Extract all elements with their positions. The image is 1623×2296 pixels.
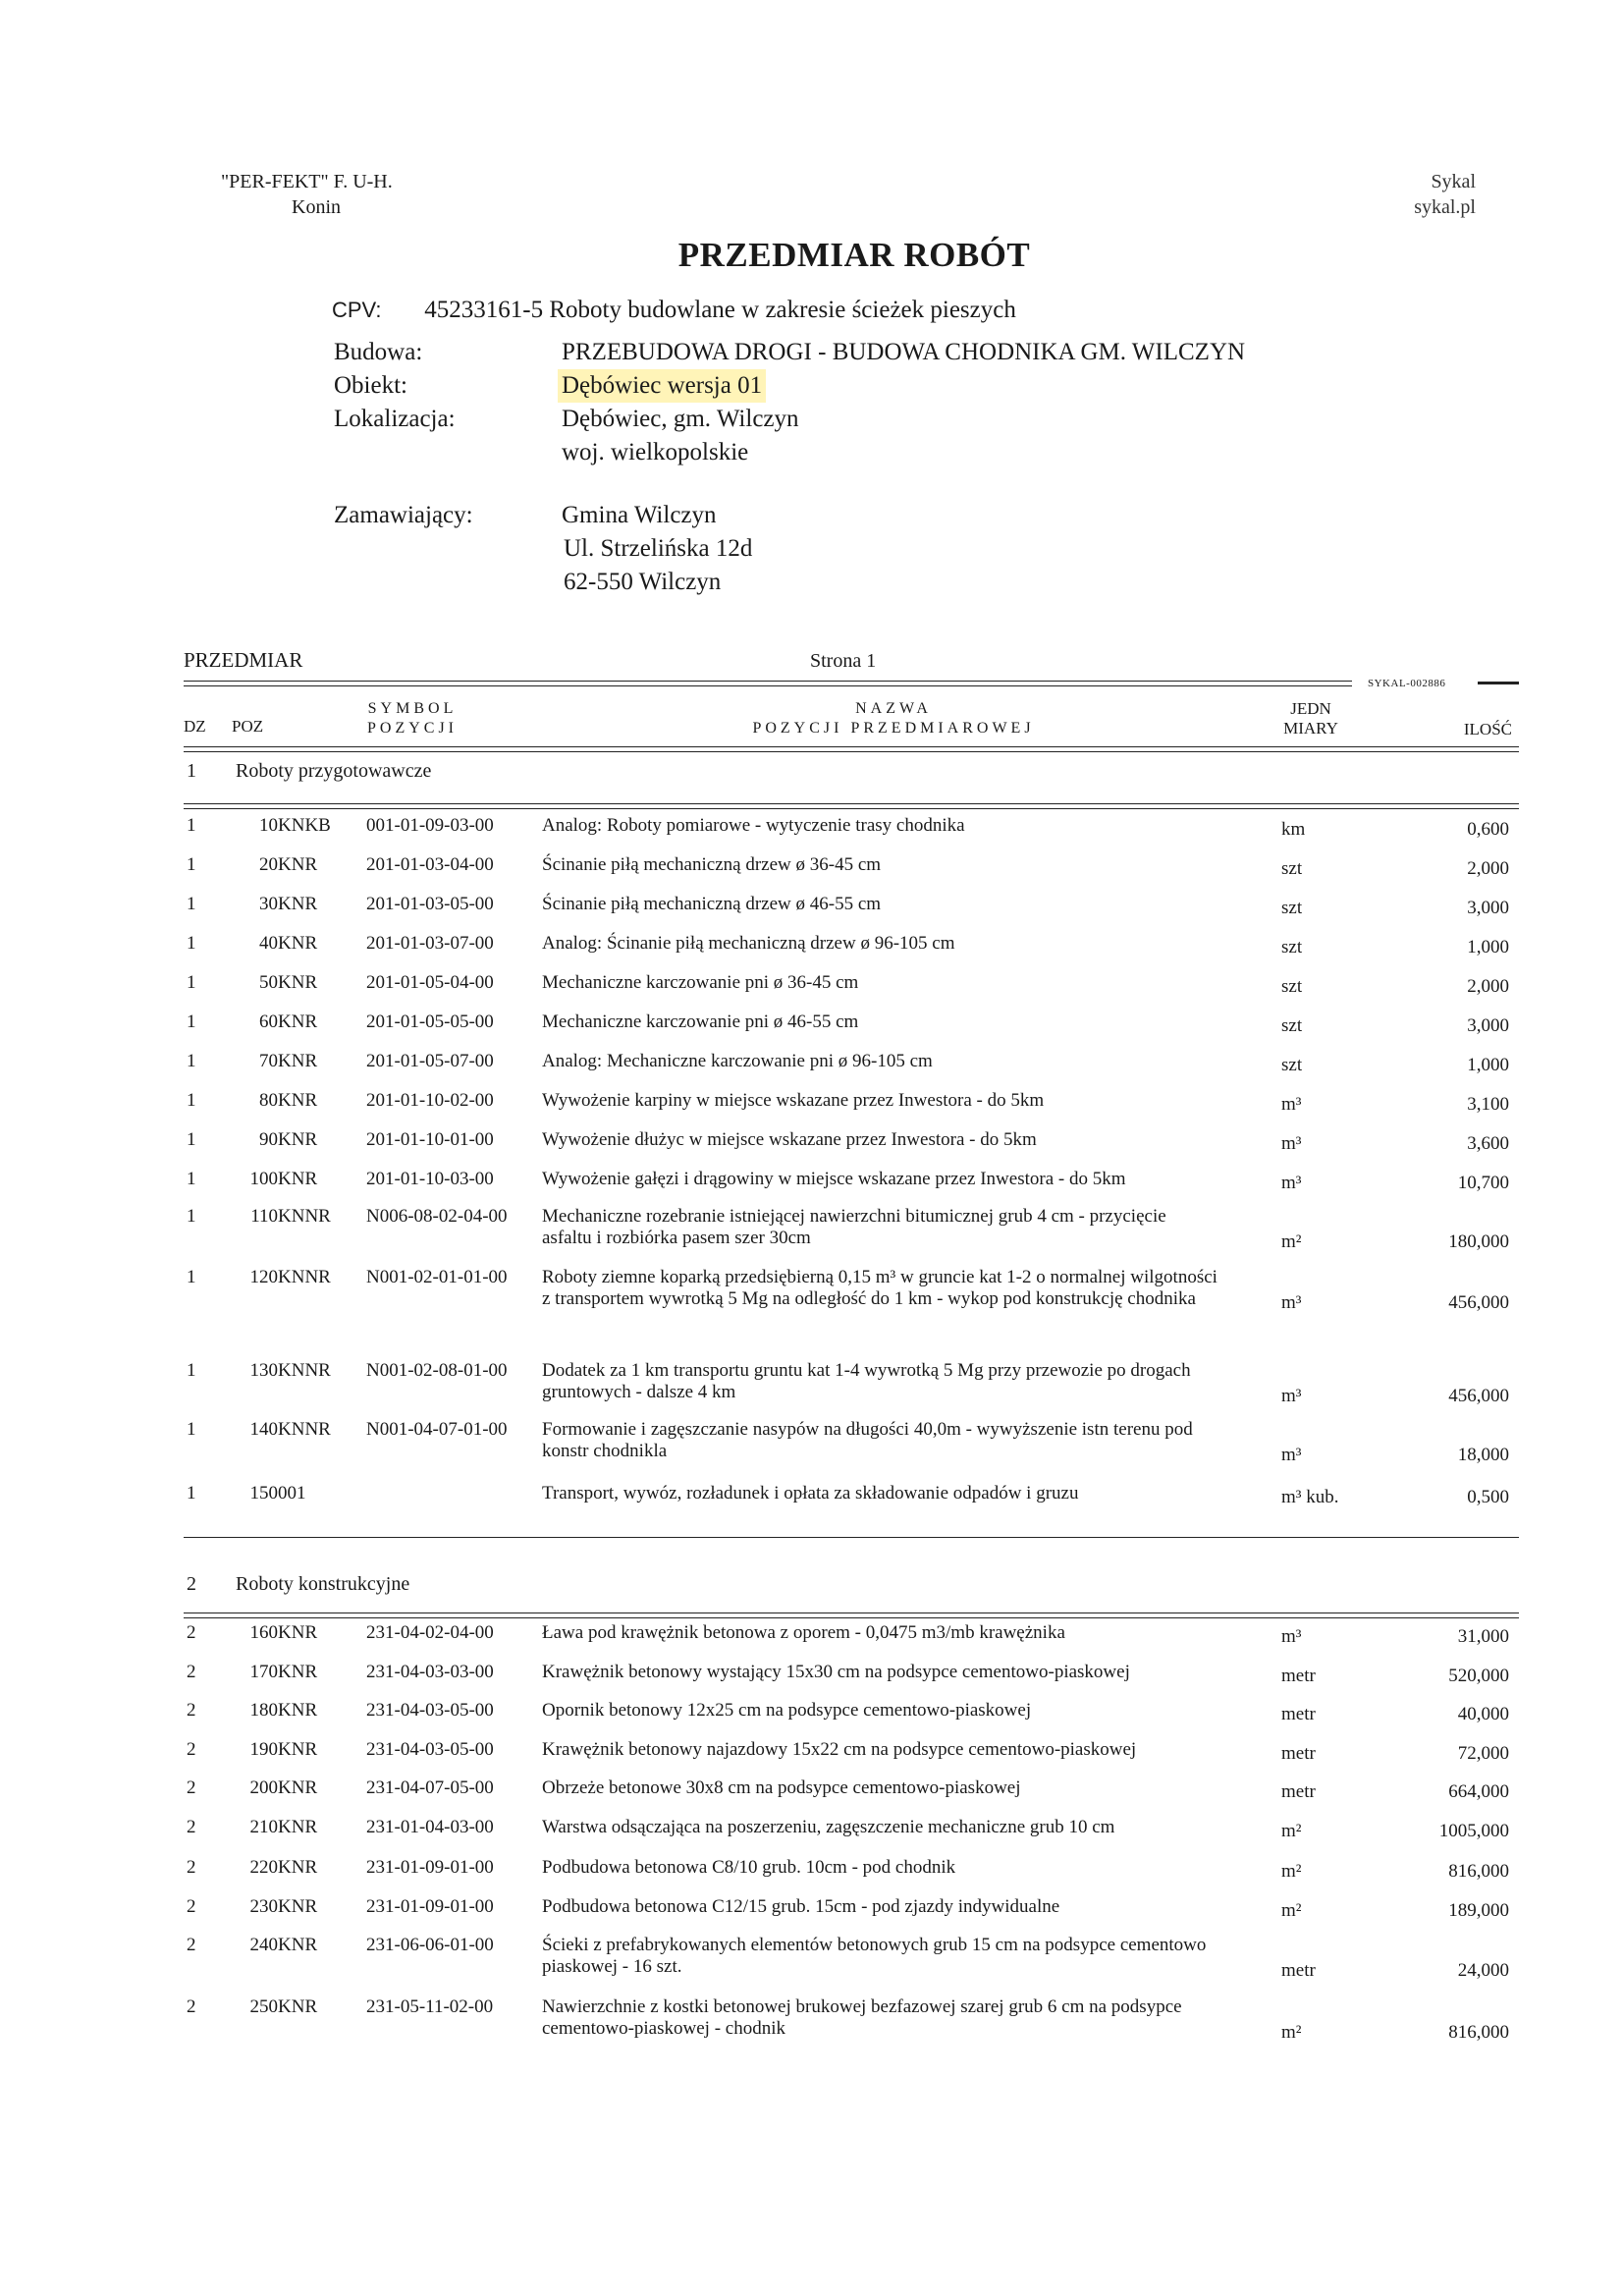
row-name: Dodatek za 1 km transportu gruntu kat 1-4 wywrotką 5 Mg przy przewozie po drogach gruntowych - dalsze 4 km — [542, 1360, 1191, 1402]
row-unit: szt — [1281, 898, 1303, 918]
brand-url: sykal.pl — [1414, 196, 1476, 218]
row-poz: 120 — [249, 1267, 278, 1287]
zamawiajacy-value-1: Gmina Wilczyn — [562, 502, 717, 528]
row-katalog: KNR — [278, 1662, 318, 1682]
row-qty: 3,100 — [1467, 1094, 1509, 1115]
row-symbol: 231-05-11-02-00 — [366, 1996, 494, 2017]
header-rule-bottom-2 — [184, 751, 1519, 752]
row-poz: 20 — [259, 854, 278, 875]
row-qty: 816,000 — [1448, 2022, 1509, 2043]
row-qty: 180,000 — [1448, 1231, 1509, 1252]
col-poz: POZ — [232, 717, 264, 736]
row-poz: 220 — [249, 1857, 278, 1878]
row-katalog: KNR — [278, 1051, 318, 1071]
row-katalog: KNR — [278, 1739, 318, 1760]
row-dz: 1 — [187, 1011, 196, 1032]
row-symbol: 201-01-05-05-00 — [366, 1011, 494, 1032]
row-dz: 2 — [187, 1935, 196, 1955]
row-qty: 31,000 — [1457, 1626, 1509, 1647]
row-name: Obrzeże betonowe 30x8 cm na podsypce cementowo-piaskowej — [542, 1777, 1021, 1798]
col-nazwa-2: POZYCJI PRZEDMIAROWEJ — [752, 720, 1035, 737]
section-number: 2 — [187, 1573, 196, 1595]
row-dz: 1 — [187, 1129, 196, 1150]
row-poz: 230 — [249, 1896, 278, 1917]
row-unit: km — [1281, 819, 1306, 840]
row-qty: 3,000 — [1467, 1015, 1509, 1036]
budowa-label: Budowa: — [334, 339, 423, 365]
document-code: SYKAL-002886 — [1368, 678, 1446, 689]
row-poz: 90 — [259, 1129, 278, 1150]
row-dz: 1 — [187, 815, 196, 836]
row-unit: m² — [1281, 2022, 1302, 2043]
row-poz: 170 — [249, 1662, 278, 1682]
row-unit: metr — [1281, 1704, 1316, 1724]
row-symbol: 001-01-09-03-00 — [366, 815, 494, 836]
zamawiajacy-value-2: Ul. Strzelińska 12d — [564, 535, 753, 562]
row-unit: m³ kub. — [1281, 1487, 1339, 1507]
row-symbol: 201-01-10-03-00 — [366, 1169, 494, 1189]
col-nazwa-1: NAZWA — [855, 700, 932, 717]
row-name: Roboty ziemne koparką przedsiębierną 0,15 m³ w gruncie kat 1-2 o normalnej wilgotności z transportem wywrotką 5 Mg na odległość do 1 km - wykop pod konstrukcję chodnika — [542, 1267, 1217, 1309]
row-unit: m² — [1281, 1861, 1302, 1882]
row-poz: 180 — [249, 1700, 278, 1721]
col-symbol-1: SYMBOL — [367, 700, 458, 717]
section-rule-2 — [184, 1617, 1519, 1618]
row-name: Krawężnik betonowy wystający 15x30 cm na podsypce cementowo-piaskowej — [542, 1662, 1130, 1682]
zamawiajacy-value-3: 62-550 Wilczyn — [564, 569, 722, 595]
row-katalog: KNR — [278, 1090, 318, 1111]
row-poz: 150 — [249, 1483, 278, 1503]
row-symbol: 201-01-10-01-00 — [366, 1129, 494, 1150]
row-unit: m³ — [1281, 1386, 1302, 1406]
row-qty: 72,000 — [1457, 1743, 1509, 1764]
row-name: Ścieki z prefabrykowanych elementów betonowych grub 15 cm na podsypce cementowo piaskowej - 16 szt. — [542, 1935, 1207, 1977]
row-symbol: 231-04-03-05-00 — [366, 1700, 494, 1721]
section-rule-2 — [184, 808, 1519, 809]
section-label: PRZEDMIAR — [184, 648, 303, 672]
row-name: Analog: Roboty pomiarowe - wytyczenie trasy chodnika — [542, 815, 965, 836]
row-symbol: 201-01-05-04-00 — [366, 972, 494, 993]
row-name: Mechaniczne rozebranie istniejącej nawierzchni bitumicznej grub 4 cm - przycięcie asfaltu i rozbiórka pasem szer 30cm — [542, 1206, 1166, 1248]
row-name: Ścinanie piłą mechaniczną drzew ø 36-45 cm — [542, 854, 882, 875]
row-katalog: KNR — [278, 1011, 318, 1032]
row-unit: szt — [1281, 1055, 1303, 1075]
section-rule — [184, 803, 1519, 804]
row-qty: 2,000 — [1467, 976, 1509, 997]
row-qty: 189,000 — [1448, 1900, 1509, 1921]
row-name: Ścinanie piłą mechaniczną drzew ø 46-55 cm — [542, 894, 882, 914]
row-symbol: N001-04-07-01-00 — [366, 1419, 508, 1440]
row-dz: 2 — [187, 1622, 196, 1643]
obiekt-value: Dębówiec wersja 01 — [558, 369, 766, 403]
row-qty: 1,000 — [1467, 1055, 1509, 1075]
row-name: Analog: Ścinanie piłą mechaniczną drzew ø 96-105 cm — [542, 933, 955, 954]
row-symbol: 231-01-09-01-00 — [366, 1857, 494, 1878]
row-katalog: 001 — [278, 1483, 306, 1503]
row-symbol: 231-04-03-05-00 — [366, 1739, 494, 1760]
row-katalog: KNNR — [278, 1419, 331, 1440]
row-poz: 240 — [249, 1935, 278, 1955]
row-dz: 1 — [187, 972, 196, 993]
row-katalog: KNR — [278, 1857, 318, 1878]
row-katalog: KNR — [278, 1622, 318, 1643]
row-poz: 40 — [259, 933, 278, 954]
row-dz: 2 — [187, 1817, 196, 1837]
section-title: Roboty przygotowawcze — [236, 760, 432, 782]
info-lokalizacja — [334, 403, 799, 436]
col-ilosc: ILOŚĆ — [1463, 720, 1512, 738]
row-katalog: KNR — [278, 1777, 318, 1798]
row-poz: 100 — [249, 1169, 278, 1189]
col-jedn-1: JEDN — [1290, 699, 1331, 718]
row-dz: 1 — [187, 894, 196, 914]
row-symbol: 231-01-04-03-00 — [366, 1817, 494, 1837]
row-unit: m³ — [1281, 1445, 1302, 1465]
row-symbol: N006-08-02-04-00 — [366, 1206, 508, 1227]
row-poz: 130 — [249, 1360, 278, 1381]
row-poz: 10 — [259, 815, 278, 836]
row-qty: 520,000 — [1448, 1666, 1509, 1686]
budowa-value: PRZEBUDOWA DROGI - BUDOWA CHODNIKA GM. WILCZYN — [562, 339, 1246, 365]
row-poz: 250 — [249, 1996, 278, 2017]
row-katalog: KNR — [278, 894, 318, 914]
row-katalog: KNR — [278, 1700, 318, 1721]
row-name: Mechaniczne karczowanie pni ø 46-55 cm — [542, 1011, 859, 1032]
row-katalog: KNNR — [278, 1360, 331, 1381]
row-dz: 1 — [187, 1090, 196, 1111]
lokalizacja-label: Lokalizacja: — [334, 406, 456, 432]
page-number: Strona 1 — [810, 650, 877, 672]
row-katalog: KNR — [278, 1129, 318, 1150]
row-qty: 456,000 — [1448, 1292, 1509, 1313]
row-symbol: 201-01-05-07-00 — [366, 1051, 494, 1071]
row-unit: metr — [1281, 1743, 1316, 1764]
lokalizacja-value-2: woj. wielkopolskie — [562, 439, 749, 465]
section-end-rule — [184, 1537, 1519, 1538]
row-dz: 2 — [187, 1662, 196, 1682]
row-poz: 160 — [249, 1622, 278, 1643]
cpv-value: 45233161-5 Roboty budowlane w zakresie ścieżek pieszych — [424, 297, 1016, 323]
header-rule-code — [1478, 682, 1519, 684]
row-qty: 0,600 — [1467, 819, 1509, 840]
row-katalog: KNNR — [278, 1267, 331, 1287]
brand-block — [1414, 169, 1476, 220]
row-katalog: KNR — [278, 972, 318, 993]
row-dz: 1 — [187, 1419, 196, 1440]
row-name: Mechaniczne karczowanie pni ø 36-45 cm — [542, 972, 859, 993]
row-name: Wywożenie dłużyc w miejsce wskazane przez Inwestora - do 5km — [542, 1129, 1037, 1150]
row-name: Wywożenie gałęzi i drągowiny w miejsce wskazane przez Inwestora - do 5km — [542, 1169, 1126, 1189]
section-number: 1 — [187, 760, 196, 782]
row-unit: m² — [1281, 1821, 1302, 1841]
row-poz: 80 — [259, 1090, 278, 1111]
row-poz: 50 — [259, 972, 278, 993]
row-poz: 200 — [249, 1777, 278, 1798]
col-symbol-2: POZYCJI — [366, 720, 458, 737]
row-unit: szt — [1281, 937, 1303, 957]
row-qty: 816,000 — [1448, 1861, 1509, 1882]
row-name: Analog: Mechaniczne karczowanie pni ø 96-105 cm — [542, 1051, 933, 1071]
row-unit: m² — [1281, 1900, 1302, 1921]
row-symbol: 201-01-03-05-00 — [366, 894, 494, 914]
row-poz: 60 — [259, 1011, 278, 1032]
row-dz: 1 — [187, 854, 196, 875]
row-qty: 40,000 — [1457, 1704, 1509, 1724]
row-katalog: KNR — [278, 854, 318, 875]
row-name: Nawierzchnie z kostki betonowej brukowej bezfazowej szarej grub 6 cm na podsypce cementowo-piaskowej - chodnik — [542, 1996, 1182, 2039]
row-qty: 3,600 — [1467, 1133, 1509, 1154]
row-unit: m³ — [1281, 1173, 1302, 1193]
col-jedn-2: MIARY — [1283, 719, 1338, 738]
row-unit: metr — [1281, 1781, 1316, 1802]
row-symbol: N001-02-08-01-00 — [366, 1360, 508, 1381]
row-unit: m² — [1281, 1231, 1302, 1252]
row-dz: 1 — [187, 1051, 196, 1071]
document-title: PRZEDMIAR ROBÓT — [677, 236, 1031, 274]
row-katalog: KNR — [278, 1935, 318, 1955]
row-poz: 70 — [259, 1051, 278, 1071]
row-dz: 2 — [187, 1896, 196, 1917]
row-dz: 1 — [187, 1169, 196, 1189]
row-qty: 456,000 — [1448, 1386, 1509, 1406]
row-qty: 1,000 — [1467, 937, 1509, 957]
row-dz: 2 — [187, 1777, 196, 1798]
row-poz: 110 — [250, 1206, 278, 1227]
row-qty: 18,000 — [1457, 1445, 1509, 1465]
row-qty: 2,000 — [1467, 858, 1509, 879]
row-name: Opornik betonowy 12x25 cm na podsypce cementowo-piaskowej — [542, 1700, 1032, 1721]
col-dz: DZ — [184, 717, 206, 736]
row-katalog: KNR — [278, 1169, 318, 1189]
row-poz: 190 — [249, 1739, 278, 1760]
row-dz: 1 — [187, 1360, 196, 1381]
header-rule-bottom — [184, 746, 1519, 747]
row-poz: 140 — [249, 1419, 278, 1440]
row-symbol: 201-01-10-02-00 — [366, 1090, 494, 1111]
row-dz: 1 — [187, 1483, 196, 1503]
row-name: Formowanie i zagęszczanie nasypów na długości 40,0m - wywyższenie istn terenu pod konstr chodnikla — [542, 1419, 1193, 1461]
info-budowa — [334, 336, 1245, 369]
row-poz: 210 — [249, 1817, 278, 1837]
row-katalog: KNNR — [278, 1206, 331, 1227]
row-dz: 2 — [187, 1857, 196, 1878]
row-dz: 1 — [187, 933, 196, 954]
section-title: Roboty konstrukcyjne — [236, 1573, 410, 1595]
row-unit: szt — [1281, 1015, 1303, 1036]
row-symbol: 231-04-07-05-00 — [366, 1777, 494, 1798]
row-katalog: KNR — [278, 1817, 318, 1837]
row-katalog: KNKB — [278, 815, 331, 836]
row-symbol: 231-06-06-01-00 — [366, 1935, 494, 1955]
cpv-line — [332, 297, 1016, 324]
row-unit: m³ — [1281, 1626, 1302, 1647]
lokalizacja-value-1: Dębówiec, gm. Wilczyn — [562, 406, 799, 432]
row-unit: metr — [1281, 1666, 1316, 1686]
row-name: Podbudowa betonowa C12/15 grub. 15cm - pod zjazdy indywidualne — [542, 1896, 1060, 1917]
row-dz: 2 — [187, 1996, 196, 2017]
row-unit: m³ — [1281, 1292, 1302, 1313]
row-name: Podbudowa betonowa C8/10 grub. 10cm - pod chodnik — [542, 1857, 956, 1878]
zamawiajacy-label: Zamawiający: — [334, 502, 473, 528]
row-qty: 0,500 — [1467, 1487, 1509, 1507]
header-rule-top-2 — [184, 685, 1352, 686]
row-unit: m³ — [1281, 1133, 1302, 1154]
row-katalog: KNR — [278, 1996, 318, 2017]
row-symbol: 201-01-03-07-00 — [366, 933, 494, 954]
row-symbol: 231-01-09-01-00 — [366, 1896, 494, 1917]
row-qty: 3,000 — [1467, 898, 1509, 918]
row-katalog: KNR — [278, 1896, 318, 1917]
row-name: Ława pod krawężnik betonowa z oporem - 0,0475 m3/mb krawężnika — [542, 1622, 1065, 1643]
row-symbol: 231-04-03-03-00 — [366, 1662, 494, 1682]
row-dz: 2 — [187, 1739, 196, 1760]
row-dz: 2 — [187, 1700, 196, 1721]
row-dz: 1 — [187, 1267, 196, 1287]
row-name: Krawężnik betonowy najazdowy 15x22 cm na podsypce cementowo-piaskowej — [542, 1739, 1137, 1760]
company-city: Konin — [292, 196, 341, 218]
row-qty: 10,700 — [1457, 1173, 1509, 1193]
company-name: "PER-FEKT" F. U-H. — [221, 171, 393, 192]
company-block — [221, 169, 393, 220]
row-symbol: N001-02-01-01-00 — [366, 1267, 508, 1287]
row-qty: 1005,000 — [1438, 1821, 1509, 1841]
info-obiekt — [334, 369, 766, 403]
row-unit: m³ — [1281, 1094, 1302, 1115]
row-unit: szt — [1281, 976, 1303, 997]
row-poz: 30 — [259, 894, 278, 914]
header-rule-top — [184, 681, 1352, 682]
row-qty: 24,000 — [1457, 1960, 1509, 1981]
row-dz: 1 — [187, 1206, 196, 1227]
row-symbol: 201-01-03-04-00 — [366, 854, 494, 875]
obiekt-label: Obiekt: — [334, 372, 407, 399]
row-unit: metr — [1281, 1960, 1316, 1981]
row-name: Transport, wywóz, rozładunek i opłata za składowanie odpadów i gruzu — [542, 1483, 1079, 1503]
info-zamawiajacy — [334, 499, 717, 532]
row-katalog: KNR — [278, 933, 318, 954]
cpv-label: CPV: — [332, 298, 382, 322]
brand-name: Sykal — [1431, 171, 1476, 192]
row-name: Wywożenie karpiny w miejsce wskazane przez Inwestora - do 5km — [542, 1090, 1045, 1111]
row-unit: szt — [1281, 858, 1303, 879]
row-qty: 664,000 — [1448, 1781, 1509, 1802]
row-name: Warstwa odsączająca na poszerzeniu, zagęszczenie mechaniczne grub 10 cm — [542, 1817, 1115, 1837]
row-symbol: 231-04-02-04-00 — [366, 1622, 494, 1643]
